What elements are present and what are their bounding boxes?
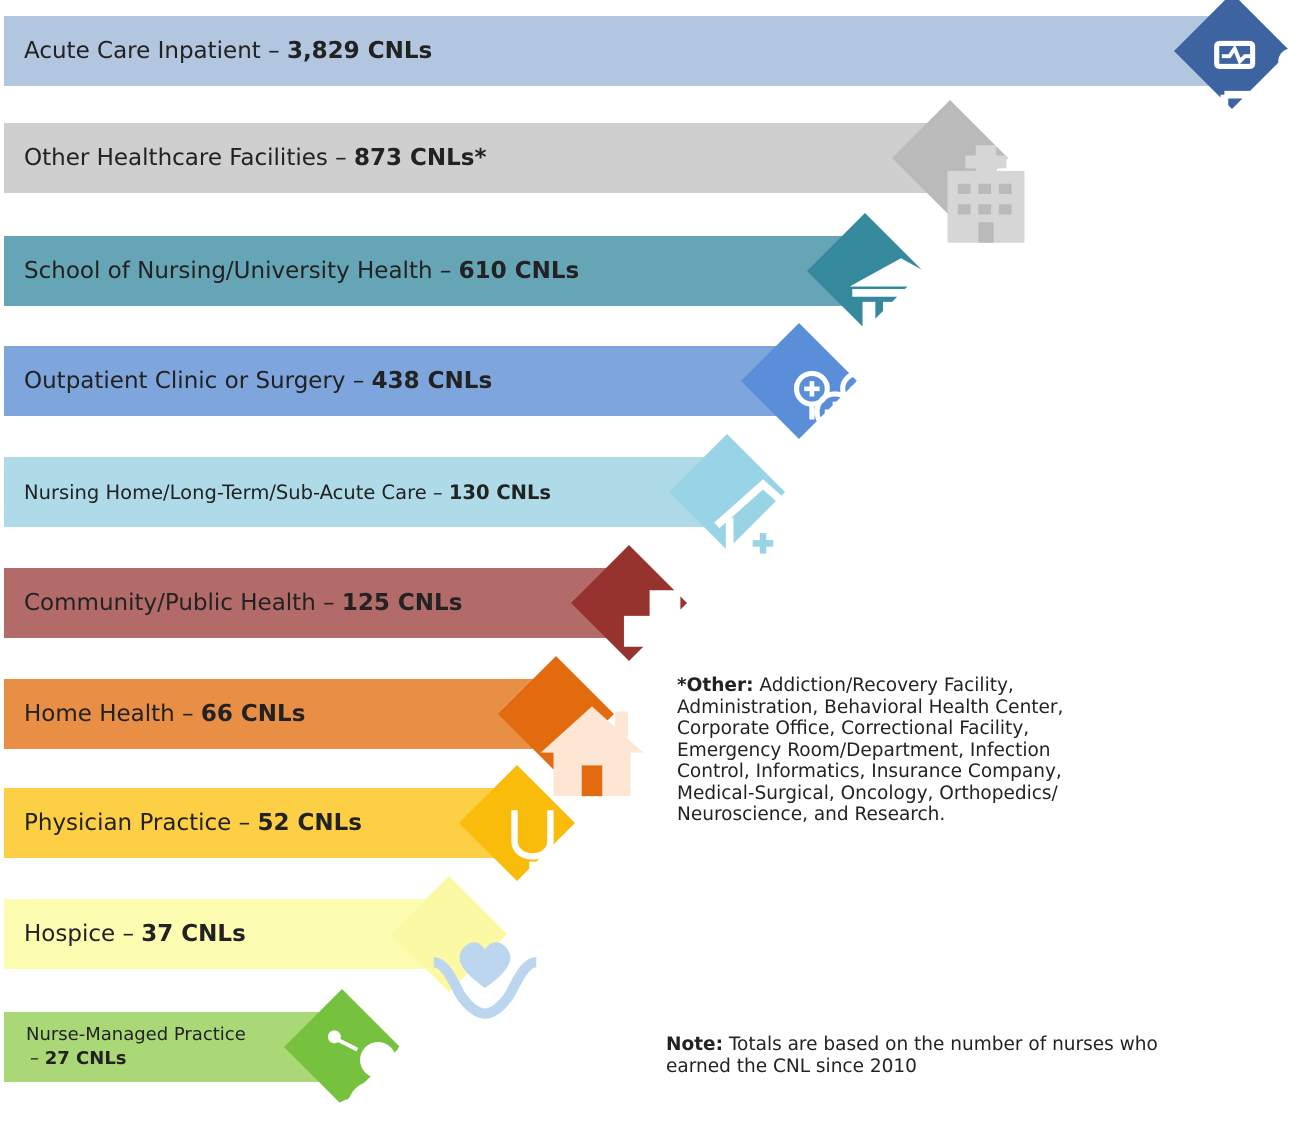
bar-diamond-marker: [497, 655, 615, 773]
bar-value-label: 610 CNLs: [458, 258, 580, 284]
bar-diamond-marker: [283, 988, 401, 1106]
bar-value-label: 3,829 CNLs: [286, 38, 433, 64]
bar-category-label: Hospice – 37 CNLs: [24, 921, 246, 947]
university-icon: [842, 248, 888, 294]
bar-diamond-marker: [570, 544, 688, 662]
bar-value-label: 66 CNLs: [200, 701, 306, 727]
heart-hands-icon: [426, 911, 472, 957]
totals-note-text: Totals are based on the number of nurses who earned the CNL since 2010: [666, 1034, 1158, 1077]
network-person-icon: [319, 1024, 365, 1070]
bar-category-label: Nurse-Managed Practice: [26, 1024, 246, 1045]
bar: [4, 568, 612, 638]
hospital-building-icon: [927, 135, 973, 181]
bar-category-label: Acute Care Inpatient – 3,829 CNLs: [24, 38, 433, 64]
bar-diamond-marker: [891, 99, 1009, 217]
totals-note: [666, 1034, 1166, 1077]
bar: [4, 16, 1216, 86]
map-pins-icon: [776, 358, 822, 404]
bar: [4, 1012, 326, 1082]
bar-diamond-marker: [1173, 0, 1291, 110]
bar-diamond-marker: [806, 212, 924, 330]
other-footnote: [677, 675, 1127, 826]
other-footnote-text: Addiction/Recovery Facility, Administration, Behavioral Health Center, Corporate Office, Correctional Facility, Emergency Room/Department, Infection Control, Informatics, Insurance Company, Medical-Surgical, Oncology, Orthopedics/ Neuroscience, and Research.: [677, 675, 1064, 825]
bar-value-label: 438 CNLs: [371, 368, 493, 394]
bar-value-label: 130 CNLs: [448, 480, 552, 504]
house-icon: [533, 691, 579, 737]
bar: [4, 236, 849, 306]
bar-category-label: Other Healthcare Facilities – 873 CNLs*: [24, 145, 487, 171]
bar-diamond-marker: [740, 322, 858, 440]
bar-value-label: 37 CNLs: [141, 921, 246, 947]
bar: [4, 123, 934, 193]
bar-category-label: Nursing Home/Long-Term/Sub-Acute Care – 130 CNLs: [24, 480, 552, 504]
bar-category-label: Outpatient Clinic or Surgery – 438 CNLs: [24, 368, 493, 394]
bar-category-label: Community/Public Health – 125 CNLs: [24, 590, 463, 616]
stethoscope-icon: [494, 800, 540, 846]
hospital-bed-icon: [1209, 28, 1255, 74]
bar-category-label: Physician Practice – 52 CNLs: [24, 810, 362, 836]
bar-value-line: – 27 CNLs: [30, 1048, 127, 1069]
health-hands-icon: [606, 580, 652, 626]
bar-value-label: 125 CNLs: [341, 590, 463, 616]
bar-diamond-marker: [668, 433, 786, 551]
bar: [4, 346, 782, 416]
bar-value-label: 52 CNLs: [257, 810, 362, 836]
bar: [4, 457, 711, 527]
bar: [4, 899, 434, 969]
bar-diamond-marker: [458, 764, 576, 882]
bar-value-label: 27 CNLs: [44, 1048, 127, 1069]
bar-value-label: 873 CNLs*: [354, 145, 487, 171]
bar-category-label: Home Health – 66 CNLs: [24, 701, 306, 727]
bar: [4, 679, 540, 749]
totals-note-label: Note:: [666, 1034, 723, 1055]
bar-diamond-marker: [390, 875, 508, 993]
bar: [4, 788, 502, 858]
bar-category-label: School of Nursing/University Health – 610 CNLs: [24, 258, 580, 284]
other-footnote-label: *Other:: [677, 675, 754, 696]
home-care-icon: [704, 469, 750, 515]
